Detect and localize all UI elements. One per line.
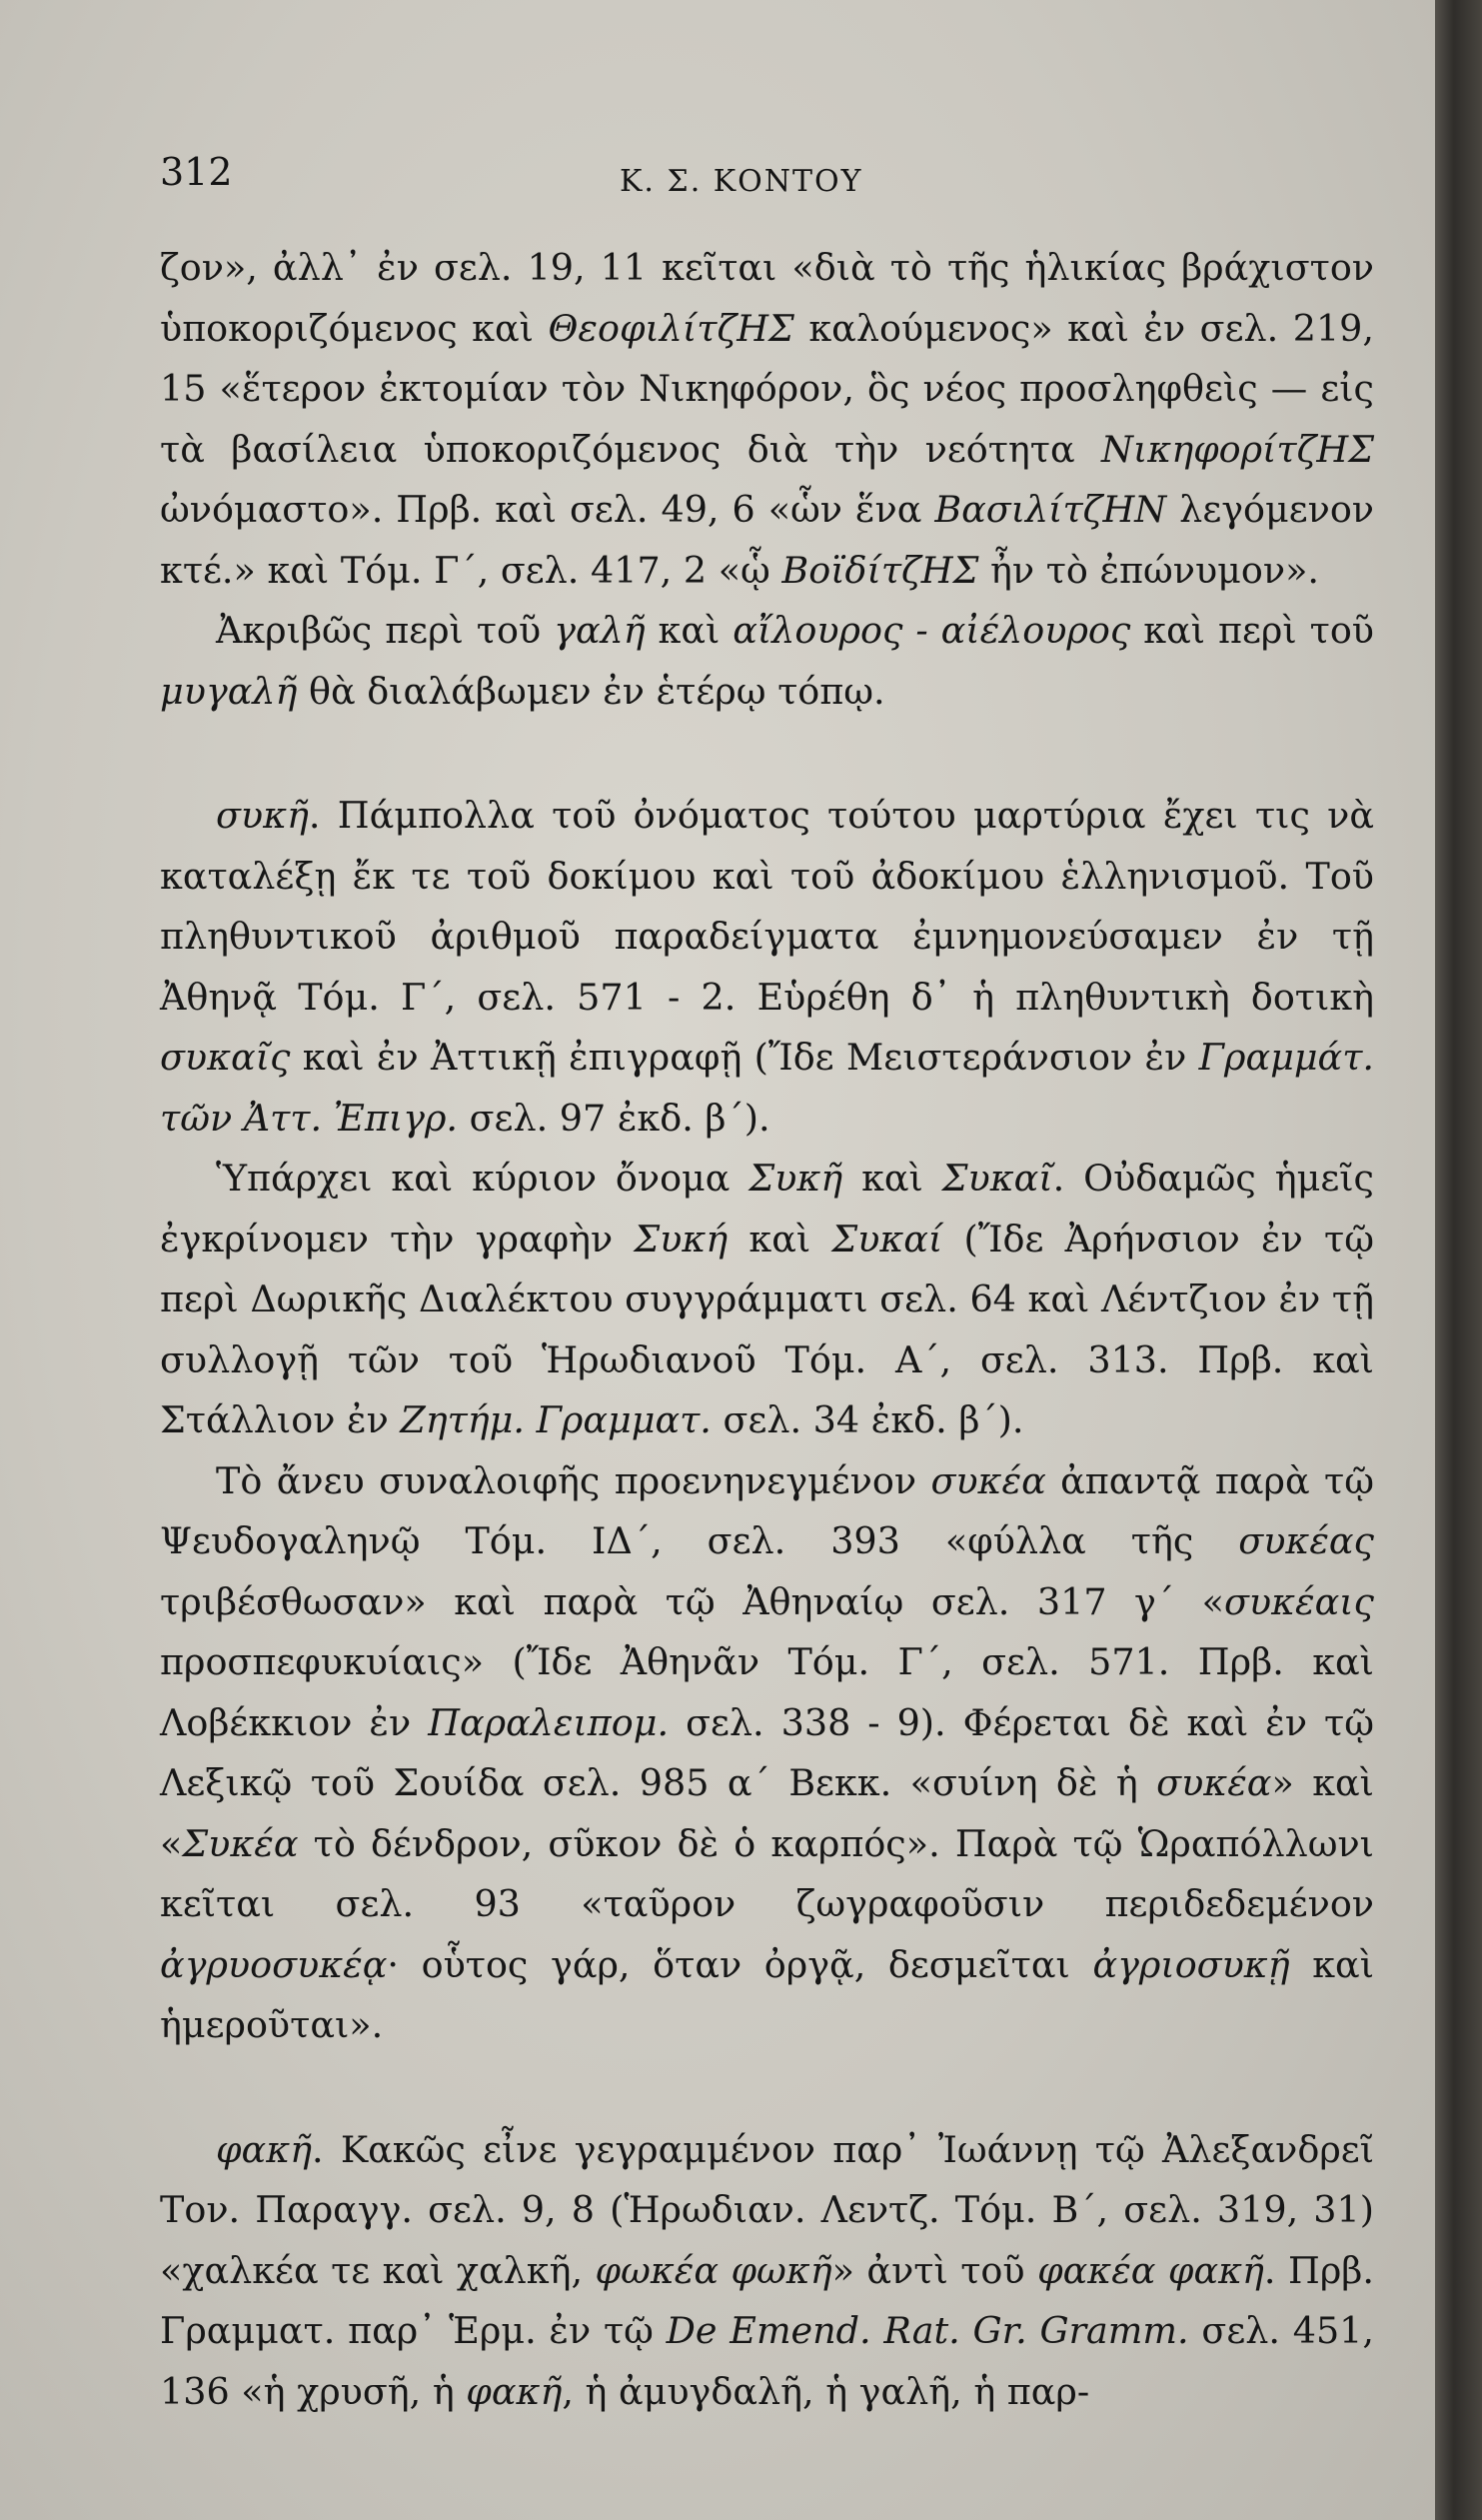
text-run: καὶ bbox=[728, 1217, 832, 1260]
italic-term: ἀγρυοσυκέᾳ bbox=[160, 1942, 388, 1986]
italic-term: φακῆ bbox=[216, 2127, 313, 2171]
text-run: καὶ bbox=[645, 609, 734, 652]
text-run: » καὶ « bbox=[160, 1761, 1374, 1865]
italic-term: Συκαί bbox=[831, 1217, 943, 1260]
page-header bbox=[0, 150, 1435, 210]
paragraph-syke-entry bbox=[160, 786, 1374, 1149]
text-run: . Οὐδαμῶς ἡμεῖς ἐγκρίνομεν τὴν γραφὴν bbox=[160, 1157, 1374, 1260]
text-run: θὰ διαλάβωμεν ἐν ἑτέρῳ τόπῳ. bbox=[297, 669, 885, 713]
text-run: Τὸ ἄνευ συναλοιφῆς προενηνεγμένον bbox=[216, 1458, 931, 1502]
italic-term: ἀγριοσυκῇ bbox=[1092, 1942, 1290, 1986]
text-run: καὶ περὶ τοῦ bbox=[1130, 609, 1374, 652]
paragraph-proper-name bbox=[160, 1149, 1374, 1451]
italic-term: ΘεοφιλίτζΗΣ bbox=[548, 306, 794, 350]
text-run: τριβέσθωσαν» καὶ παρὰ τῷ Ἀθηναίῳ σελ. 317 γ´ « bbox=[160, 1579, 1224, 1623]
text-run: σελ. 97 ἐκδ. β´). bbox=[458, 1096, 770, 1140]
text-run: καὶ ἡμεροῦται». bbox=[160, 1942, 1374, 2046]
italic-term: συκαῖς bbox=[160, 1036, 291, 1079]
running-head: Κ. Σ. ΚΟΝΤΟΥ bbox=[620, 164, 863, 199]
italic-term: μυγαλῆ bbox=[160, 669, 298, 713]
text-run: προσπεφυκυίαις» (Ἴδε Ἀθηνᾶν Τόμ. Γ´, σελ. 571. Πρβ. καὶ Λοβέκκιον ἐν bbox=[160, 1640, 1374, 1744]
italic-term: De Emend. Rat. Gr. Gramm. bbox=[666, 2309, 1189, 2352]
text-run: ζον», ἀλλ᾽ ἐν σελ. 19, 11 κεῖται «διὰ τὸ τῆς ἡλικίας βράχιστον ὑποκοριζόμενος καὶ bbox=[160, 246, 1374, 350]
text-run: , ἡ ἀμυγδαλῆ, ἡ γαλῆ, ἡ παρ- bbox=[562, 2369, 1090, 2413]
text-run: τὸ δένδρον, σῦκον δὲ ὁ καρπός». Παρὰ τῷ Ὡραπόλλωνι κεῖται σελ. 93 «ταῦρον ζωγραφοῦσιν περιδεδεμένον bbox=[160, 1821, 1374, 1925]
text-run: σελ. 451, 136 «ἡ χρυσῆ, ἡ bbox=[160, 2309, 1374, 2413]
italic-term: Παραλειπομ. bbox=[428, 1700, 670, 1744]
italic-term: φακῆ bbox=[466, 2369, 563, 2413]
italic-term: φωκέα φωκῆ bbox=[595, 2248, 832, 2292]
text-run: . Πάμπολλα τοῦ ὀνόματος τούτου μαρτύρια ἔχει τις νὰ καταλέξῃ ἔκ τε τοῦ δοκίμου καὶ τοῦ ἀδοκίμου ἑλληνισμοῦ. Τοῦ πληθυντικοῦ ἀριθμοῦ παραδείγματα ἐμνημονεύσαμεν ἐν τῇ Ἀθηνᾷ Τόμ. Γ´, σελ. 571 - 2. Εὑρέθη δ᾽ ἡ πληθυντικὴ δοτικὴ bbox=[160, 794, 1374, 1019]
italic-term: φακέα φακῆ bbox=[1037, 2248, 1264, 2292]
italic-term: Συκαῖ bbox=[941, 1157, 1053, 1200]
text-run: σελ. 338 - 9). Φέρεται δὲ καὶ ἐν τῷ Λεξικῷ τοῦ Σουίδα σελ. 985 α´ Βεκκ. «συίνη δὲ ἡ bbox=[160, 1700, 1374, 1804]
italic-term: Συκῆ bbox=[748, 1157, 843, 1200]
text-run: Ἀκριβῶς περὶ τοῦ bbox=[216, 609, 555, 652]
italic-term: Ζητήμ. Γραμματ. bbox=[400, 1398, 712, 1441]
italic-term: συκέα bbox=[1156, 1761, 1272, 1804]
text-run: καλούμενος» καὶ ἐν σελ. 219, 15 «ἕτερον ἐκτομίαν τὸν Νικηφόρον, ὃς νέος προσληφθεὶς — εἰς τὰ βασίλεια ὑποκοριζόμενος διὰ τὴν νεότητα bbox=[160, 306, 1374, 471]
text-run: » ἀντὶ τοῦ bbox=[831, 2248, 1038, 2292]
italic-term: ΒασιλίτζΗΝ bbox=[934, 488, 1167, 531]
italic-term: ΝικηφορίτζΗΣ bbox=[1101, 427, 1374, 471]
text-run: ἀπαντᾷ παρὰ τῷ Ψευδογαληνῷ Τόμ. ΙΔ´, σελ. 393 «φύλλα τῆς bbox=[160, 1458, 1374, 1562]
page-number: 312 bbox=[160, 150, 233, 194]
body-text bbox=[160, 238, 1374, 2422]
text-run: σελ. 34 ἐκδ. β´). bbox=[711, 1398, 1024, 1441]
text-run: · οὗτος γάρ, ὅταν ὀργᾷ, δεσμεῖται bbox=[387, 1942, 1093, 1986]
book-spine-shadow bbox=[1435, 0, 1482, 2520]
text-run: καὶ ἐν Ἀττικῇ ἐπιγραφῇ (Ἴδε Μειστεράνσιον ἐν bbox=[290, 1036, 1199, 1079]
text-run: ὠνόμαστο». Πρβ. καὶ σελ. 49, 6 «ὧν ἕνα bbox=[160, 488, 935, 531]
italic-term: ΒοϊδίτζΗΣ bbox=[781, 548, 979, 592]
italic-term: συκέας bbox=[1238, 1519, 1374, 1562]
text-run: . Πρβ. Γραμματ. παρ᾽ Ἑρμ. ἐν τῷ bbox=[160, 2248, 1374, 2352]
paragraph-phake-entry bbox=[160, 2120, 1374, 2423]
text-run: . Κακῶς εἶνε γεγραμμένον παρ᾽ Ἰωάννῃ τῷ Ἀλεξανδρεῖ Τον. Παραγγ. σελ. 9, 8 (Ἡρωδιαν. Λεντζ. Τόμ. Β´, σελ. 319, 31) «χαλκέα τε καὶ χαλκῆ, bbox=[160, 2127, 1374, 2292]
text-run: λεγόμενον κτέ.» καὶ Τόμ. Γ´, σελ. 417, 2 «ᾧ bbox=[160, 488, 1374, 592]
italic-term: γαλῆ bbox=[554, 609, 646, 652]
italic-term: συκῆ bbox=[216, 794, 309, 837]
italic-term: συκέαις bbox=[1223, 1579, 1374, 1623]
italic-term: Γραμμάτ. τῶν Ἀττ. Ἐπιγρ. bbox=[160, 1036, 1374, 1140]
text-run: καὶ bbox=[842, 1157, 942, 1200]
paragraph-sykea bbox=[160, 1451, 1374, 2056]
italic-term: Συκή bbox=[634, 1217, 729, 1260]
italic-term: Συκέα bbox=[182, 1821, 299, 1865]
paragraph-continuation bbox=[160, 238, 1374, 601]
paragraph-galee bbox=[160, 601, 1374, 722]
text-run: Ὑπάρχει καὶ κύριον ὄνομα bbox=[216, 1157, 749, 1200]
text-run: (Ἴδε Ἀρήνσιον ἐν τῷ περὶ Δωρικῆς Διαλέκτου συγγράμματι σελ. 64 καὶ Λέντζιον ἐν τῇ συλλογῇ τῶν τοῦ Ἡρωδιανοῦ Τόμ. Α´, σελ. 313. Πρβ. καὶ Στάλλιον ἐν bbox=[160, 1217, 1374, 1441]
italic-term: αἴλουρος - αἰέλουρος bbox=[733, 609, 1131, 652]
italic-term: συκέα bbox=[930, 1458, 1046, 1502]
text-run: ἦν τὸ ἐπώνυμον». bbox=[978, 548, 1320, 592]
